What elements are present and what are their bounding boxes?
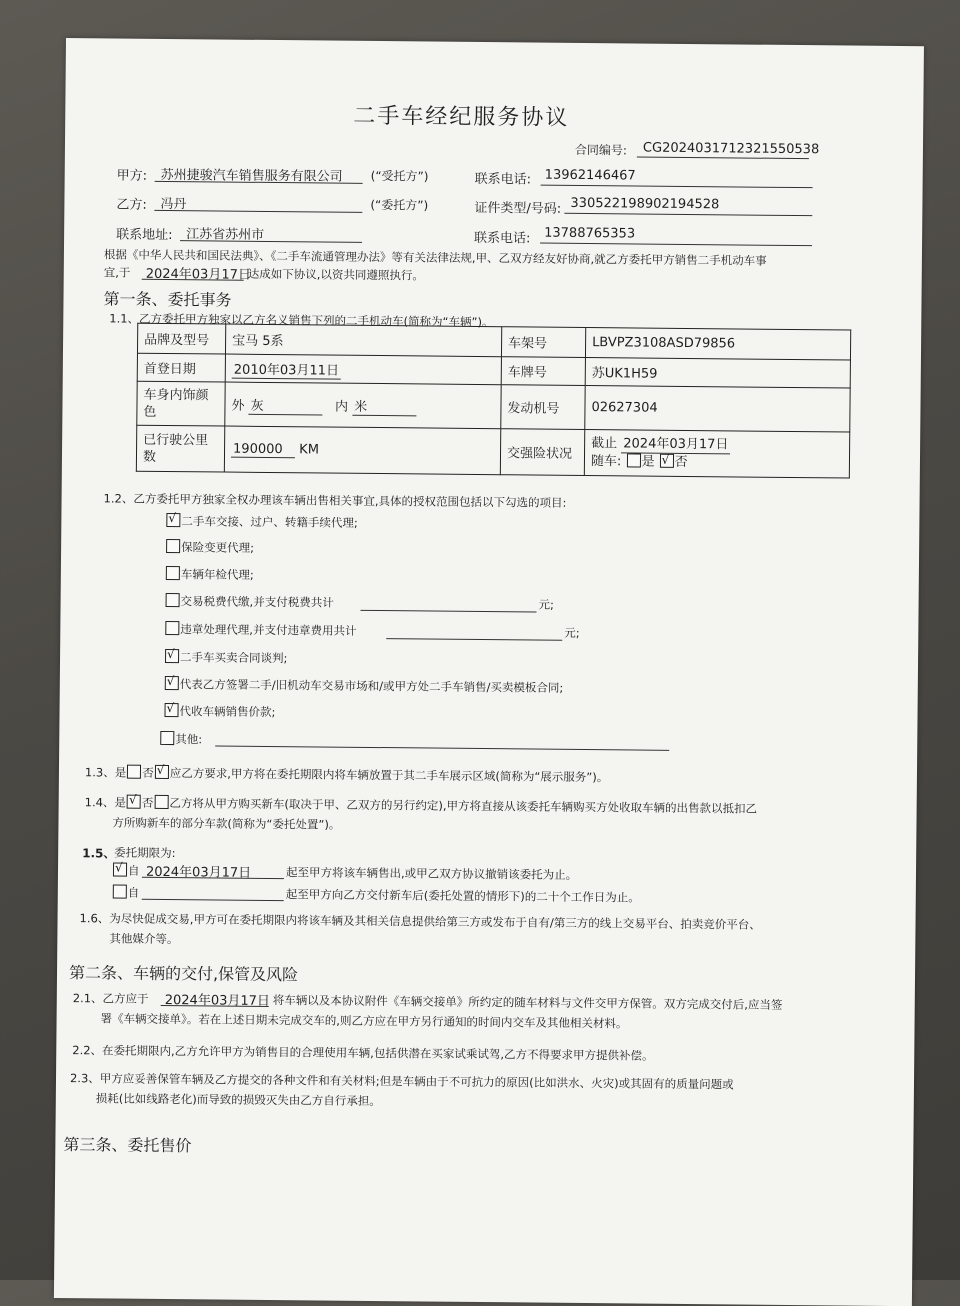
clause-2-3-line-2: 损耗(比如线路老化)而导致的损毁灭失由乙方自行承担。 xyxy=(95,1091,381,1109)
option-collect-payment-checkbox[interactable] xyxy=(164,703,178,717)
vin-label: 车架号 xyxy=(501,327,585,358)
clause-2-1-line-2: 署《车辆交接单》。若在上述日期未完成交车的,则乙方应在甲方另行通知的时间内交车及其他相关材料。 xyxy=(100,1011,628,1031)
registration-label: 首登日期 xyxy=(137,353,225,382)
address-label: 联系地址: xyxy=(116,227,173,244)
term-start-date: 2024年03月17日 xyxy=(145,864,252,881)
color-label: 车身内饰颜色 xyxy=(137,381,225,426)
clause-1-1: 1.1、乙方委托甲方独家以乙方名义销售下列的二手机动车(简称为“车辆”)。 xyxy=(109,311,494,330)
mileage-value: 190000 xyxy=(231,441,295,458)
option-tax xyxy=(165,593,334,611)
term-row-1-prefix: 自 xyxy=(127,863,140,878)
party-a-phone: 13962146467 xyxy=(544,167,636,184)
mileage-unit: KM xyxy=(299,441,320,457)
address-value: 江苏省苏州市 xyxy=(186,227,265,243)
option-negotiation-checkbox[interactable] xyxy=(165,649,179,663)
engine-value: 02627304 xyxy=(585,385,850,432)
contract-number: CG2024031712321550538 xyxy=(642,140,820,158)
exterior-color: 灰 xyxy=(249,394,323,415)
clause-2-1-prefix: 2.1、乙方应于 xyxy=(72,991,149,1006)
engine-label: 发动机号 xyxy=(501,385,585,430)
party-b-phone: 13788765353 xyxy=(544,225,636,242)
term-row-1-checkbox[interactable] xyxy=(113,862,127,876)
option-collect-payment xyxy=(163,703,275,720)
option-tax-checkbox[interactable] xyxy=(166,593,180,607)
contract-paper xyxy=(54,38,924,1306)
party-b-name: 冯丹 xyxy=(160,196,187,213)
article-2-heading: 第二条、车辆的交付,保管及风险 xyxy=(68,963,299,985)
article-1-heading: 第一条、委托事务 xyxy=(103,289,232,310)
party-a-role: (“受托方”) xyxy=(370,168,429,184)
party-b-role: (“委托方”) xyxy=(370,197,429,213)
article-3-heading: 第三条、委托售价 xyxy=(63,1135,192,1156)
insurance-label: 交强险状况 xyxy=(500,429,584,476)
vehicle-info-table xyxy=(136,323,851,479)
contract-number-label: 合同编号: xyxy=(574,142,628,158)
clause-1-4 xyxy=(85,794,758,816)
option-handover-checkbox[interactable] xyxy=(166,513,180,527)
option-violation-suffix: 元; xyxy=(564,625,580,640)
option-negotiation xyxy=(164,649,288,666)
clause-1-4-yes-label: 1.4、是 xyxy=(84,795,127,810)
party-b-phone-label: 联系电话: xyxy=(474,230,531,247)
plate-label: 车牌号 xyxy=(501,357,585,386)
option-other-label: 其他: xyxy=(175,732,203,747)
exterior-label: 外 xyxy=(231,398,245,414)
with-car-no-label: 否 xyxy=(674,454,688,470)
insurance-until-label: 截止 xyxy=(591,436,618,452)
party-a-label: 甲方: xyxy=(116,168,148,184)
party-a-name: 苏州捷骏汽车销售服务有限公司 xyxy=(160,167,343,185)
agreement-date: 2024年03月17日 xyxy=(145,266,251,283)
plate-value: 苏UK1H59 xyxy=(585,358,850,389)
clause-1-6-line-1: 1.6、为尽快促成交易,甲方可在委托期限内将该车辆及其相关信息提供给第三方或发布于自有/第三方的线上交易平台、拍卖竞价平台、 xyxy=(79,911,761,932)
option-tax-label: 交易税费代缴,并支付税费共计 xyxy=(180,594,334,610)
with-car-yes-label: 是 xyxy=(641,454,655,470)
option-other-checkbox[interactable] xyxy=(160,731,174,745)
clause-1-3-text: 应乙方要求,甲方将在委托期限内将车辆放置于其二手车展示区域(简称为“展示服务”)。 xyxy=(169,766,609,785)
clause-2-1-text: 将车辆以及本协议附件《车辆交接单》所约定的随车材料与文件交甲方保管。双方完成交付后,应当签 xyxy=(272,993,783,1012)
insurance-until-date: 2024年03月17日 xyxy=(621,435,730,454)
option-violation-label: 违章处理代理,并支付违章费用共计 xyxy=(180,622,357,638)
term-row-1 xyxy=(112,862,140,878)
clause-1-3-yes-checkbox[interactable] xyxy=(127,765,141,779)
term-row-2 xyxy=(112,884,140,900)
option-inspection-checkbox[interactable] xyxy=(166,566,180,580)
interior-label: 内 xyxy=(334,399,349,415)
clause-1-3 xyxy=(85,764,608,785)
clause-1-5-heading: 委托期限为: xyxy=(114,845,176,861)
brand-label: 品牌及型号 xyxy=(137,323,225,354)
option-violation xyxy=(164,621,356,639)
clause-1-4-no-checkbox[interactable] xyxy=(154,795,168,809)
option-inspection xyxy=(165,566,254,583)
intro-line-2-prefix: 宜,于 xyxy=(103,265,131,280)
option-insurance-label: 保险变更代理; xyxy=(181,540,255,555)
option-collect-payment-label: 代收车辆销售价款; xyxy=(179,704,276,720)
party-a-phone-label: 联系电话: xyxy=(474,171,532,188)
clause-2-3-line-1: 2.3、甲方应妥善保管车辆及乙方提交的各种文件和有关材料;但是车辆由于不可抗力的原因(比如洪水、火灾)或其固有的质量问题或 xyxy=(69,1071,734,1092)
clause-1-3-no-checkbox[interactable] xyxy=(155,765,169,779)
party-b-label: 乙方: xyxy=(116,197,147,213)
option-tax-suffix: 元; xyxy=(538,597,555,612)
clause-1-6-line-2: 其他媒介等。 xyxy=(109,931,179,947)
delivery-date: 2024年03月17日 xyxy=(164,992,271,1010)
option-other xyxy=(159,731,202,747)
with-car-label: 随车: xyxy=(590,454,622,470)
option-inspection-label: 车辆年检代理; xyxy=(180,567,254,582)
option-handover-label: 二手车交接、过户、转籍手续代理; xyxy=(181,514,358,530)
option-insurance-checkbox[interactable] xyxy=(166,539,180,553)
clause-1-2: 1.2、乙方委托甲方独家全权办理该车辆出售相关事宜,具体的授权范围包括以下勾选的项目: xyxy=(103,491,567,510)
option-violation-checkbox[interactable] xyxy=(165,621,179,635)
clause-1-4-text: 乙方将从甲方购买新车(取决于甲、乙双方的另行约定),甲方将直接从该委托车辆购买方处收取车辆的出售款以抵扣乙 xyxy=(169,796,758,816)
party-b-id: 330522198902194528 xyxy=(570,195,720,213)
clause-1-5-num: 1.5、 xyxy=(82,846,116,861)
mileage-label: 已行驶公里数 xyxy=(136,425,224,472)
term-row-2-prefix: 自 xyxy=(127,885,140,900)
term-row-2-text: 起至甲方向乙方交付新车后(委托处置的情形下)的二十个工作日为止。 xyxy=(285,887,640,905)
option-insurance xyxy=(165,539,254,556)
option-sign-contract-checkbox[interactable] xyxy=(165,676,179,690)
with-car-yes-checkbox[interactable] xyxy=(626,453,640,467)
registration-date: 2010年03月11日 xyxy=(232,358,341,379)
clause-1-3-yes-label: 1.3、是 xyxy=(84,765,127,780)
option-handover xyxy=(165,513,358,531)
option-sign-contract-label: 代表乙方签署二手/旧机动车交易市场和/或甲方处二手车销售/买卖模板合同; xyxy=(179,677,564,695)
clause-1-3-no-label: 否 xyxy=(142,765,154,780)
term-row-2-checkbox[interactable] xyxy=(113,884,127,898)
clause-1-4-line-2: 方所购新车的部分车款(简称为“委托处置”)。 xyxy=(112,815,341,832)
interior-color: 米 xyxy=(352,395,416,416)
intro-line-2-suffix: 达成如下协议,以资共同遵照执行。 xyxy=(247,266,424,283)
clause-2-2: 2.2、在委托期限内,乙方允许甲方为销售目的合理使用车辆,包括供潜在买家试乘试驾,乙方不得要求甲方提供补偿。 xyxy=(72,1043,654,1063)
option-sign-contract xyxy=(164,676,564,696)
with-car-no-checkbox[interactable] xyxy=(660,454,674,468)
brand-value: 宝马 5系 xyxy=(225,324,501,357)
term-row-1-text: 起至甲方将该车辆售出,或甲乙双方协议撤销该委托为止。 xyxy=(285,865,578,882)
vin-value: LBVPZ3108ASD79856 xyxy=(585,328,850,361)
document-title: 二手车经纪服务协议 xyxy=(353,103,570,131)
clause-1-4-yes-checkbox[interactable] xyxy=(127,795,141,809)
clause-1-4-no-label: 否 xyxy=(141,795,154,810)
option-negotiation-label: 二手车买卖合同谈判; xyxy=(179,650,288,666)
party-b-id-label: 证件类型/号码: xyxy=(474,200,562,217)
intro-line-1: 根据《中华人民共和国民法典》、《二手车流通管理办法》等有关法律法规,甲、乙双方经友好协商,就乙方委托甲方销售二手机动车事 xyxy=(103,247,767,268)
